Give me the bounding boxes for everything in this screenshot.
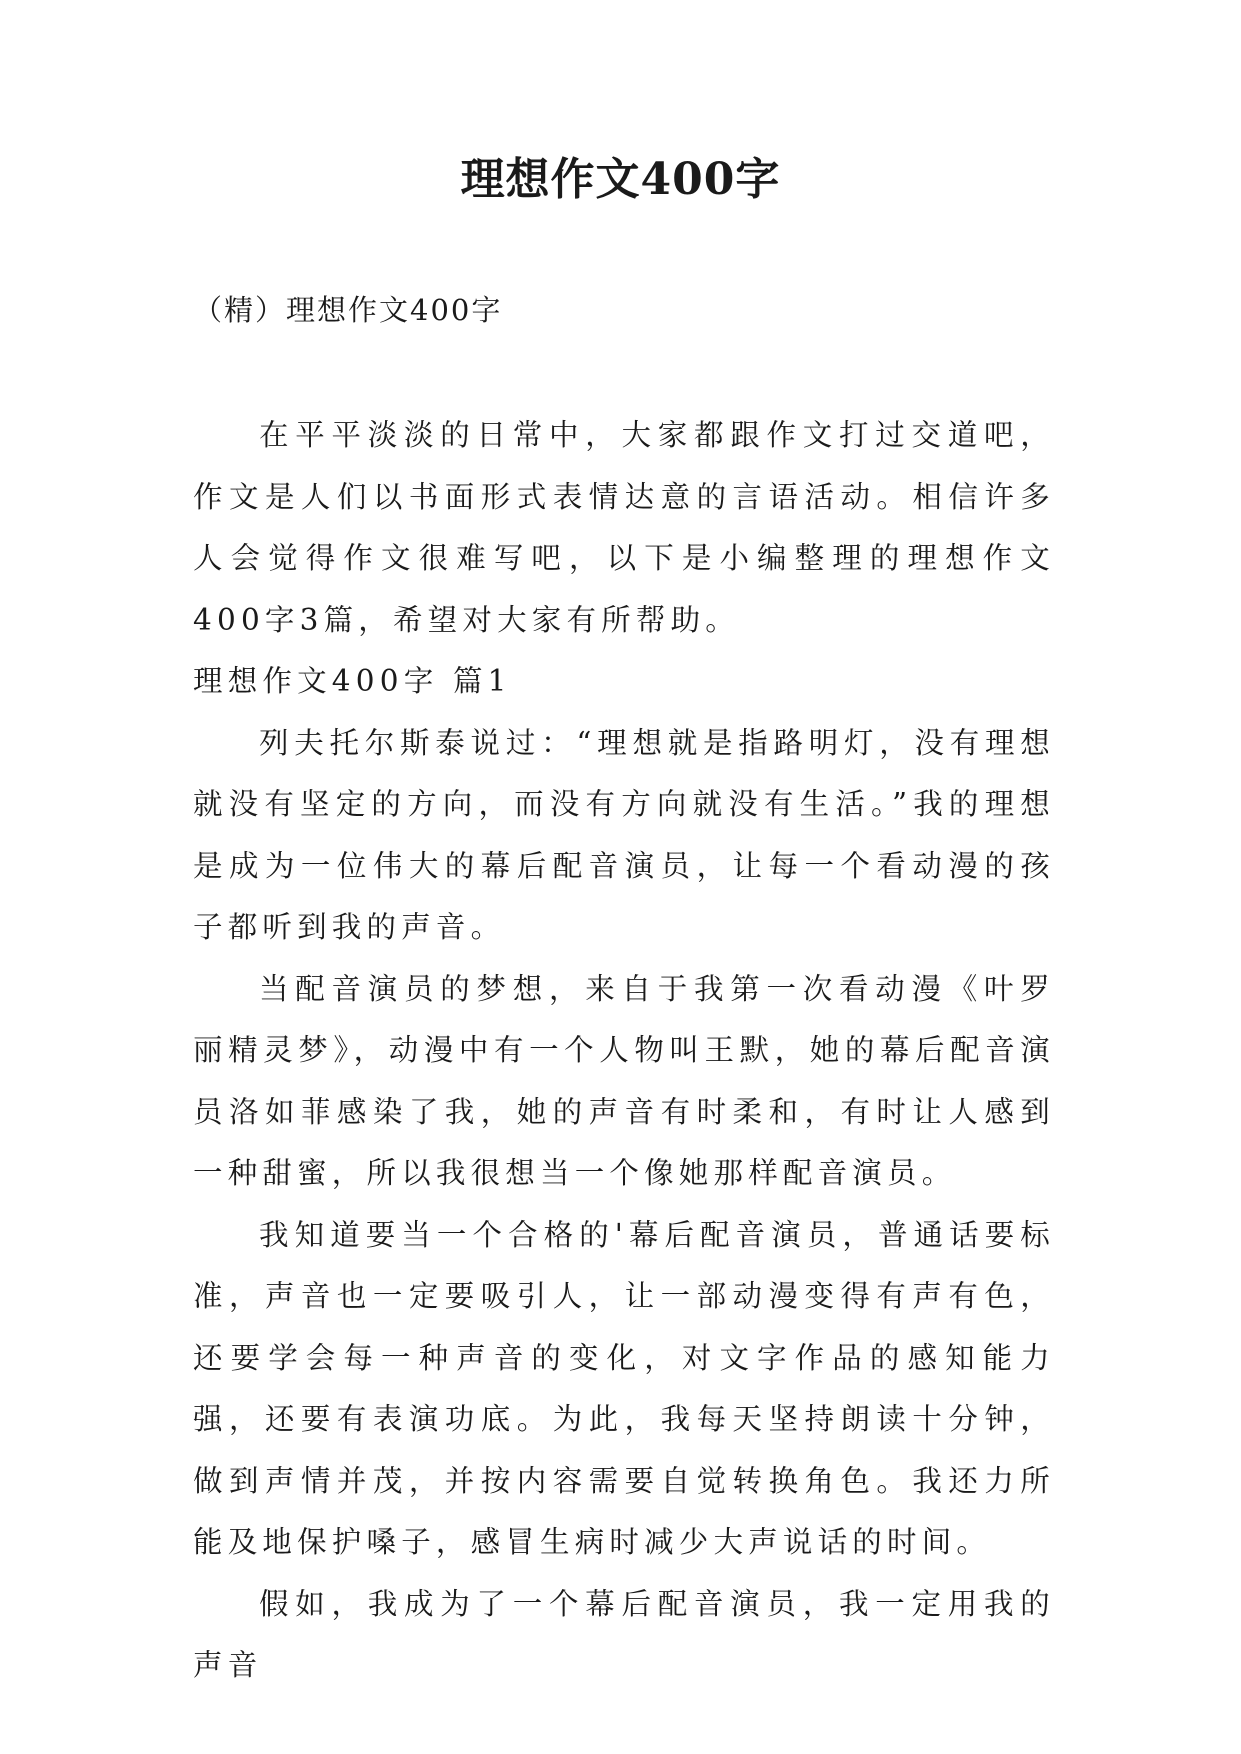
body-paragraph: 列夫托尔斯泰说过：“理想就是指路明灯，没有理想就没有坚定的方向，而没有方向就没有生活。”我的理想是成为一位伟大的幕后配音演员，让每一个看动漫的孩子都听到我的声音。	[193, 725, 1055, 944]
document-title: 理想作文400字	[460, 154, 781, 205]
section-heading: 理想作文400字 篇1	[193, 664, 512, 698]
body-paragraph: 假如，我成为了一个幕后配音演员，我一定用我的声音	[193, 1586, 1055, 1682]
document-body	[193, 405, 1055, 1697]
document-subtitle: （精）理想作文400字	[193, 293, 503, 327]
intro-paragraph: 在平平淡淡的日常中，大家都跟作文打过交道吧，作文是人们以书面形式表情达意的言语活动。相信许多人会觉得作文很难写吧，以下是小编整理的理想作文400字3篇，希望对大家有所帮助。	[193, 418, 1055, 637]
body-paragraph: 当配音演员的梦想，来自于我第一次看动漫《叶罗丽精灵梦》，动漫中有一个人物叫王默，她的幕后配音演员洛如菲感染了我，她的声音有时柔和，有时让人感到一种甜蜜，所以我很想当一个像她那样配音演员。	[193, 971, 1055, 1190]
body-paragraph: 我知道要当一个合格的'幕后配音演员，普通话要标准，声音也一定要吸引人，让一部动漫变得有声有色，还要学会每一种声音的变化，对文字作品的感知能力强，还要有表演功底。为此，我每天坚持朗读十分钟，做到声情并茂，并按内容需要自觉转换角色。我还力所能及地保护嗓子，感冒生病时减少大声说话的时间。	[193, 1217, 1055, 1559]
